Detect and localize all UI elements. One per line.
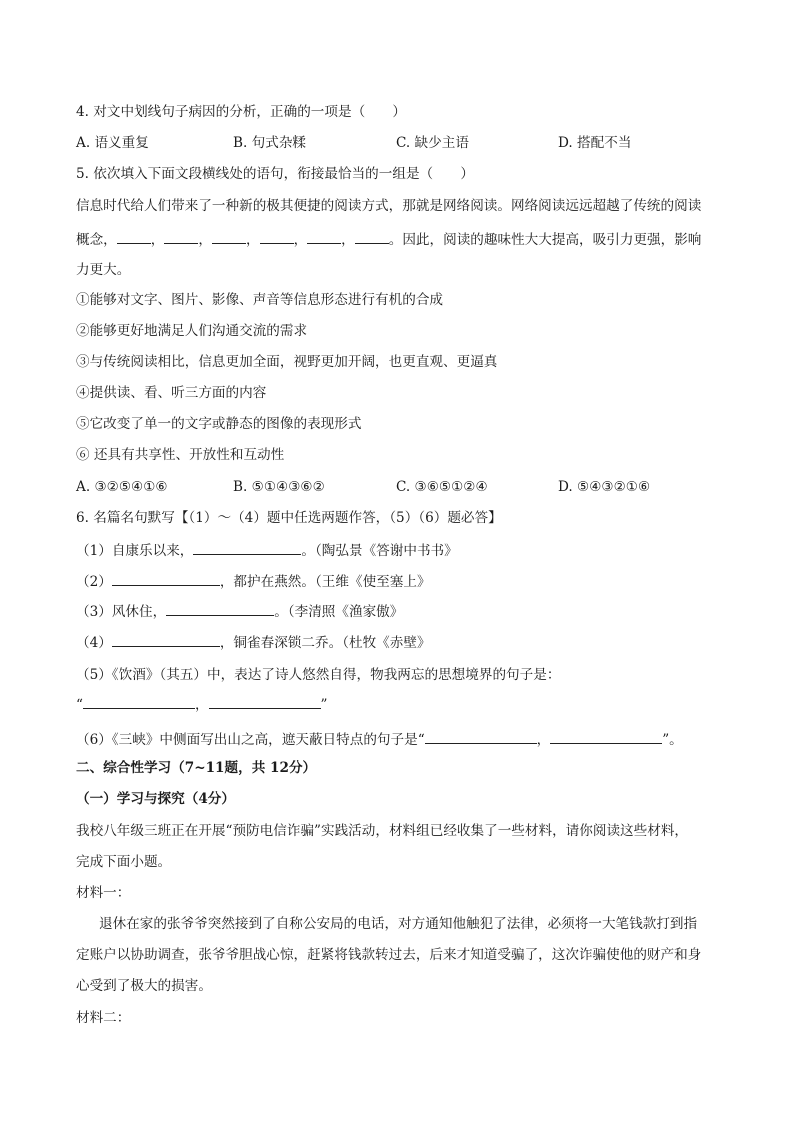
q4-option-a: A. 语义重复 [76, 135, 149, 151]
q6-blank-2[interactable] [112, 570, 220, 586]
separator: ， [150, 232, 165, 248]
q4-option-d: D. 搭配不当 [558, 135, 632, 151]
q6-line-3 [76, 600, 403, 622]
q6-blank-5b[interactable] [209, 693, 321, 709]
q5-item: ⑤它改变了单一的文字或静态的图像的表现形式 [76, 416, 362, 432]
q5-stem: 5. 依次填入下面文段横线处的语句，衔接最恰当的一组是（ ） [76, 166, 474, 182]
q6-line-6 [76, 728, 683, 750]
material-2-label: 材料二： [76, 1010, 131, 1026]
q5-para-head: 概念， [76, 232, 117, 248]
q5-item: ①能够对文字、图片、影像、声音等信息形态进行有机的合成 [76, 292, 444, 308]
q5-item: ④提供读、看、听三方面的内容 [76, 385, 267, 401]
separator: ， [341, 232, 355, 248]
q4-option-c: C. 缺少主语 [396, 135, 469, 151]
q5-option-d: D. ⑤④③②①⑥ [558, 479, 651, 495]
text: （1）自康乐以来， [76, 543, 194, 559]
q6-line-5-answer [76, 693, 328, 715]
q6-blank-5a[interactable] [83, 693, 195, 709]
q5-item: ③与传统阅读相比，信息更加全面，视野更加开阔，也更直观、更逼真 [76, 354, 498, 370]
q5-blank-5[interactable] [307, 228, 341, 244]
q5-blank-1[interactable] [117, 228, 151, 244]
q6-line-5: （5）《饮酒》（其五）中，表达了诗人悠然自得，物我两忘的思想境界的句子是： [76, 667, 561, 683]
text: ， [194, 697, 209, 713]
separator: ， [198, 232, 212, 248]
q4-stem: 4. 对文中划线句子病因的分析，正确的一项是（ ） [76, 104, 406, 120]
text: “ [76, 697, 83, 713]
text: ，都护在燕然。（王维《使至塞上》 [219, 574, 431, 590]
material-1-line-2: 定账户以协助调查，张爷爷胆战心惊，赶紧将钱款转过去，后来才知道受骗了，这次诈骗使他的财产和身 [76, 947, 702, 963]
q5-blank-4[interactable] [260, 228, 294, 244]
q5-blank-3[interactable] [212, 228, 246, 244]
q4-option-b: B. 句式杂糅 [233, 135, 307, 151]
q6-line-4 [76, 631, 431, 653]
subsection-heading: （一）学习与探究（4分） [76, 791, 235, 807]
q6-blank-6a[interactable] [425, 728, 537, 744]
text: （2） [76, 574, 112, 590]
text: ” [320, 697, 328, 713]
text: ，铜雀春深锁二乔。（杜牧《赤壁》 [219, 635, 431, 651]
material-1-label: 材料一： [76, 885, 131, 901]
text: ”。 [662, 732, 683, 748]
q6-stem: 6. 名篇名句默写【（1）～（4）题中任选两题作答，（5）（6）题必答】 [76, 510, 502, 526]
q5-blank-6[interactable] [355, 228, 389, 244]
separator: ， [245, 232, 260, 248]
q5-item: ⑥ 还具有共享性、开放性和互动性 [76, 447, 285, 463]
text: （4） [76, 635, 112, 651]
q6-blank-4[interactable] [112, 631, 220, 647]
text: ， [536, 732, 551, 748]
q5-paragraph-line3: 力更大。 [76, 262, 131, 278]
text: （6）《三峡》中侧面写出山之高，遮天蔽日特点的句子是“ [76, 732, 425, 748]
material-1-line-1: 退休在家的张爷爷突然接到了自称公安局的电话，对方通知他触犯了法律，必须将一大笔钱款打到指 [99, 916, 698, 932]
q6-blank-1[interactable] [193, 539, 301, 555]
separator: ， [293, 232, 308, 248]
text: 。（陶弘景《答谢中书书》 [301, 543, 458, 559]
q5-option-c: C. ③⑥⑤①②④ [396, 479, 488, 495]
q6-line-2 [76, 570, 431, 592]
intro-line-1: 我校八年级三班正在开展“预防电信诈骗”实践活动，材料组已经收集了一些材料，请你阅读这些材料， [76, 823, 689, 839]
q5-para-tail: 。因此，阅读的趣味性大大提高，吸引力更强，影响 [388, 232, 702, 248]
q5-paragraph-line1: 信息时代给人们带来了一种新的极其便捷的阅读方式，那就是网络阅读。网络阅读远远超越了传统的阅读 [76, 198, 702, 214]
q6-blank-3[interactable] [166, 600, 274, 616]
q6-line-1 [76, 539, 458, 561]
text: 。（李清照《渔家傲》 [274, 604, 404, 620]
intro-line-2: 完成下面小题。 [76, 854, 172, 870]
q5-item: ②能够更好地满足人们沟通交流的需求 [76, 323, 308, 339]
q5-blank-2[interactable] [164, 228, 198, 244]
q5-option-a: A. ③②⑤④①⑥ [76, 479, 168, 495]
text: （3）风休住， [76, 604, 167, 620]
q5-paragraph-line2 [76, 228, 701, 250]
material-1-line-3: 心受到了极大的损害。 [76, 978, 212, 994]
q5-option-b: B. ⑤①④③⑥② [233, 479, 325, 495]
q6-blank-6b[interactable] [550, 728, 662, 744]
section-heading: 二、综合性学习（7~11题，共 12分） [76, 760, 317, 776]
